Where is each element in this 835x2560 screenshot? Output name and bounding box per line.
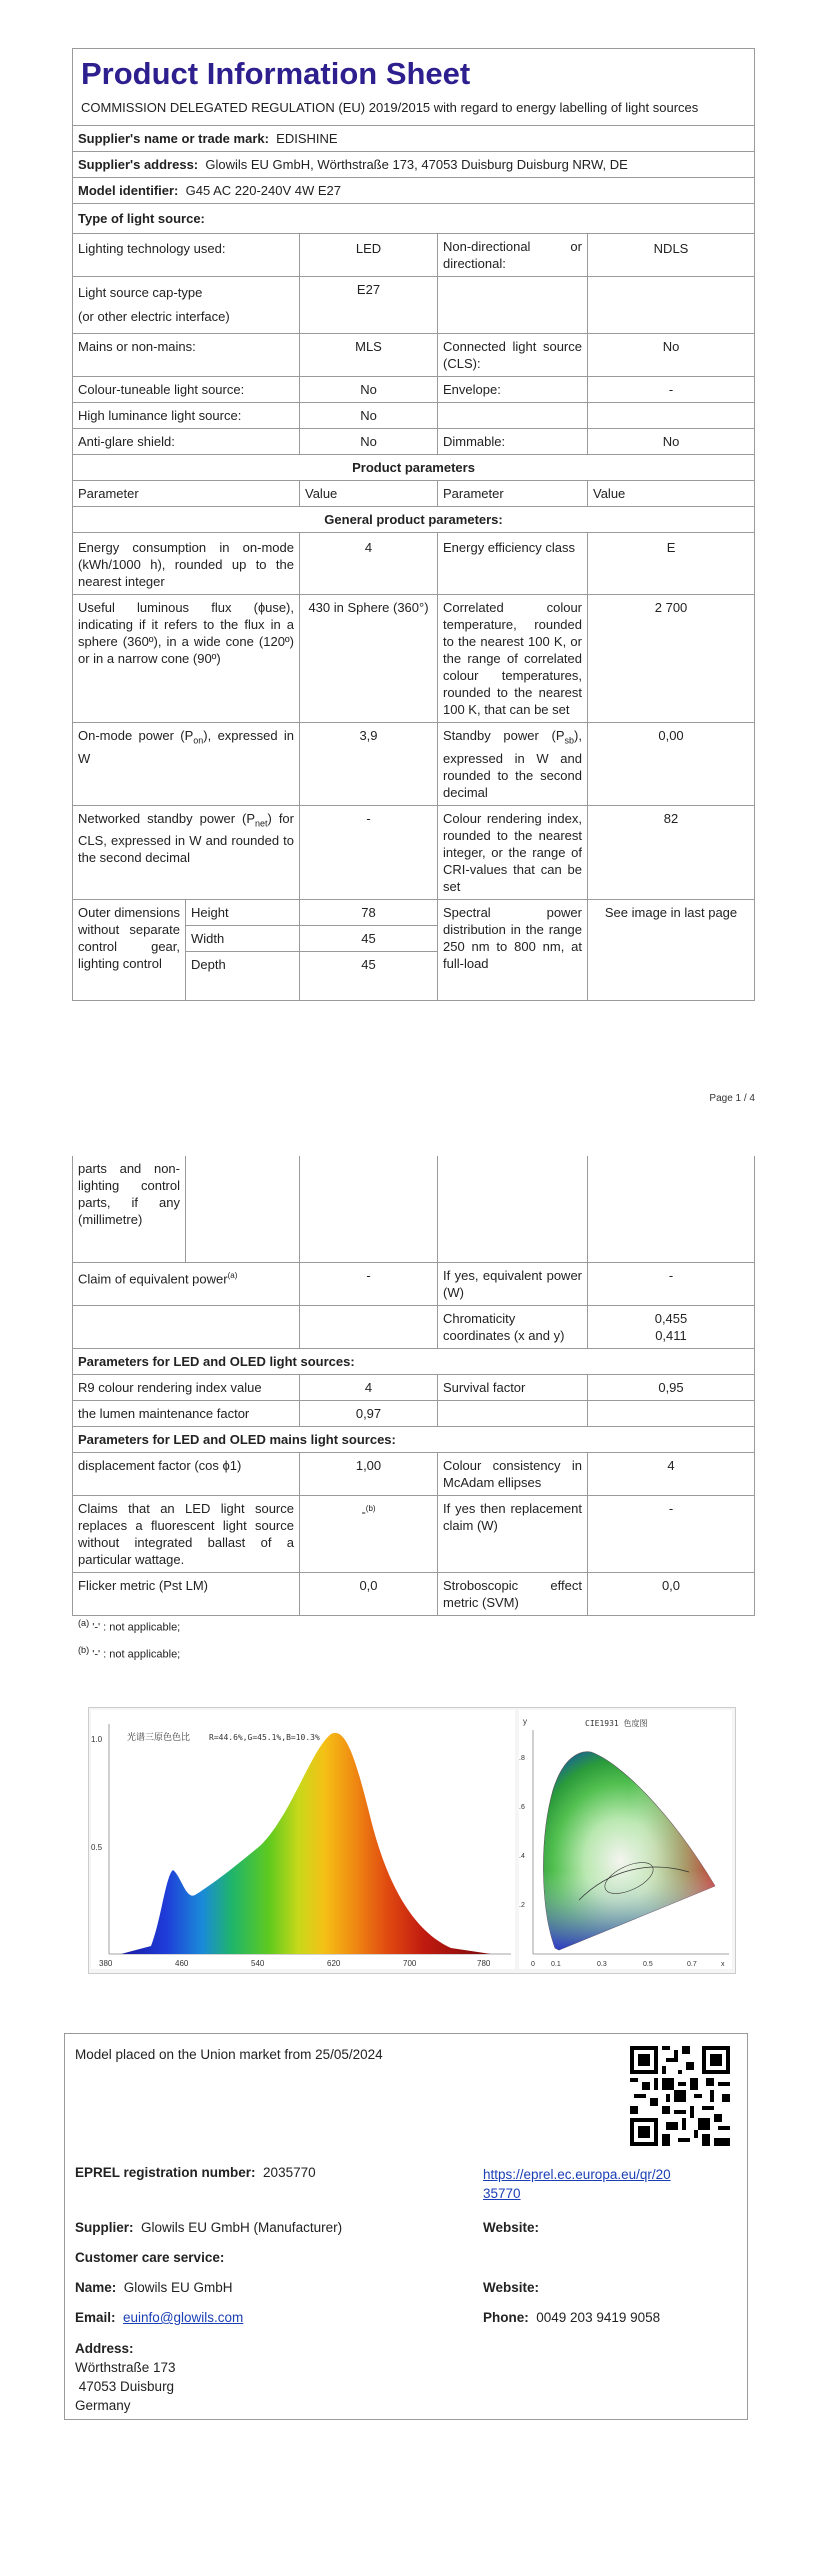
address-value: Glowils EU GmbH, Wörthstraße 173, 47053 Duisburg Duisburg NRW, DE [205,157,628,172]
on-mode-power-value: 3,9 [300,723,438,806]
chromaticity-x: 0,455 [654,1311,688,1326]
chromaticity-label: Chromaticity coordinates (x and y) [438,1306,588,1349]
cie-chromaticity-plot [519,1710,732,1969]
supplier-row [73,126,755,152]
footnote-a [78,1612,180,1639]
cie-y-label: y [523,1717,527,1726]
care-name [75,2280,233,2295]
params-heading: Product parameters [73,455,755,481]
luminous-flux-value: 430 in Sphere (360°) [300,595,438,723]
x-tick-label: 540 [251,1959,265,1968]
equivalent-power-value: - [588,1263,755,1306]
page-2 [72,1156,754,1616]
empty-cell [186,1156,300,1263]
x-tick-label: 700 [403,1959,417,1968]
energy-consumption-label: Energy consumption in on-mode (kWh/1000 h), rounded up to the nearest integer [73,533,300,595]
outer-dimensions-label: Outer dimensions without separate control gear, lighting control [73,899,186,1000]
survival-factor-label: Survival factor [438,1375,588,1401]
email-label: Email: [75,2310,116,2325]
address-label: Supplier's address: [78,157,199,172]
type-value: No [300,429,438,455]
energy-class-label: Energy efficiency class [438,533,588,595]
claims-value-text: - [361,1504,366,1520]
y-tick-label: 1.0 [91,1735,103,1744]
spd-value: See image in last page [588,899,755,1000]
type-label: Non-directional or directional: [438,234,588,277]
cie-y-tick: .6 [519,1804,525,1811]
height-label: Height [186,899,300,925]
depth-label: Depth [186,951,300,1000]
model-value: G45 AC 220-240V 4W E27 [185,183,341,198]
type-value: No [588,429,755,455]
width-value: 45 [300,925,438,951]
stroboscopic-value: 0,0 [588,1573,755,1616]
footnote-a-label: (a) [78,1618,90,1628]
type-value: MLS [300,334,438,377]
market-date: Model placed on the Union market from 25/05/2024 [75,2047,383,2062]
column-header: Parameter [438,481,588,507]
website-label: Website: [483,2220,540,2235]
eprel-link[interactable] [483,2167,671,2201]
cap-type-label: Light source cap-type [78,285,203,300]
equivalent-power-label: If yes, equivalent power (W) [438,1263,588,1306]
lumen-maintenance-value: 0,97 [300,1401,438,1427]
model-row [73,178,755,204]
eprel-link-block [483,2165,671,2203]
customer-care-label: Customer care service: [75,2250,225,2265]
type-label: Mains or non-mains: [73,334,300,377]
x-tick-label: 460 [175,1959,189,1968]
cie-blue-region [543,1752,715,1950]
column-header: Value [588,481,755,507]
footnote-b-label: (b) [78,1644,90,1655]
networked-standby-label: Networked standby power $(P_{net})$ for CLS, expressed in W and rounded to the second decimal [73,805,300,899]
cie-x-tick: 0 [531,1961,535,1968]
spd-label: Spectral power distribution in the range 250 nm to 800 nm, at full-load [438,899,588,1000]
flicker-label: Flicker metric (Pst LM) [73,1573,300,1616]
address-line: Wörthstraße 173 [75,2360,176,2375]
outer-dimensions-label-continued: parts and non-lighting control parts, if any (millimetre) [73,1156,186,1263]
column-header: Parameter [73,481,300,507]
spectrum-curve [121,1733,491,1954]
spectrum-svg [91,1710,515,1969]
r9-label: R9 colour rendering index value [73,1375,300,1401]
footnote-a-mark: (a) [227,1271,238,1280]
type-value: - [588,377,755,403]
type-label [438,403,588,429]
cie-title: CIE1931 色度图 [585,1719,648,1728]
care-email [75,2310,243,2325]
supplier-value: EDISHINE [276,131,338,146]
card-supplier-value: Glowils EU GmbH (Manufacturer) [141,2220,343,2235]
type-heading: Type of light source: [73,204,755,234]
eprel-card [64,2033,748,2420]
x-tick-label: 780 [477,1959,491,1968]
type-value [588,403,755,429]
address-label-card: Address: [75,2341,134,2356]
cct-value: 2 700 [588,595,755,723]
phone-label: Phone: [483,2310,529,2325]
type-value: No [300,403,438,429]
spectrum-title: 光谱三原色色比 [127,1733,191,1743]
x-tick-label: 620 [327,1959,341,1968]
empty-cell [300,1156,438,1263]
cie-x-tick: 0.1 [551,1961,561,1968]
regulation-subtitle: COMMISSION DELEGATED REGULATION (EU) 2019/2015 with regard to energy labelling of light sources [81,100,699,115]
type-value: No [588,334,755,377]
type-label [73,277,300,334]
mains-params-heading: Parameters for LED and OLED mains light sources: [73,1427,755,1453]
type-label: Envelope: [438,377,588,403]
column-header: Value [300,481,438,507]
cie-y-tick: .8 [519,1755,525,1762]
on-mode-power-label: On-mode power $(P_{on})$, expressed in W [73,723,300,806]
standby-power-value: 0,00 [588,723,755,806]
type-label: Dimmable: [438,429,588,455]
model-label: Model identifier: [78,183,179,198]
empty-cell [300,1306,438,1349]
eprel-link-line-1: https://eprel.ec.europa.eu/qr/20 [483,2167,671,2182]
cie-x-tick: 0.5 [643,1961,653,1968]
spectrum-image [88,1707,736,1974]
colour-consistency-label: Colour consistency in McAdam ellipses [438,1453,588,1496]
y-tick-label: 0.5 [91,1843,103,1852]
page-1 [72,48,754,1001]
networked-standby-value: - [300,805,438,899]
claim-equivalent-value: - [300,1263,438,1306]
phone-value: 0049 203 9419 9058 [536,2310,661,2325]
cie-x-tick: 0.3 [597,1961,607,1968]
energy-class-value: E [588,533,755,595]
eprel-label: EPREL registration number: [75,2165,256,2180]
flicker-value: 0,0 [300,1573,438,1616]
qr-code-icon[interactable] [630,2046,730,2146]
footnote-a-text: '-' : not applicable; [92,1621,181,1634]
cie-y-tick: .2 [519,1902,525,1909]
survival-factor-value: 0,95 [588,1375,755,1401]
type-value: E27 [300,277,438,334]
cri-value: 82 [588,805,755,899]
type-label: Anti-glare shield: [73,429,300,455]
eprel-number: 2035770 [263,2165,316,2180]
empty-cell [588,1401,755,1427]
height-value: 78 [300,899,438,925]
type-value: No [300,377,438,403]
footnotes [78,1612,180,1665]
supplier-info [75,2220,342,2235]
cri-label: Colour rendering index, rounded to the nearest integer, or the range of CRI-values that can be set [438,805,588,899]
claim-equivalent-text: Claim of equivalent power [78,1271,228,1287]
address-row [73,152,755,178]
empty-cell [438,1156,588,1263]
spectral-distribution-plot [91,1710,515,1969]
lumen-maintenance-label: the lumen maintenance factor [73,1401,300,1427]
care-address [75,2339,176,2415]
displacement-factor-value: 1,00 [300,1453,438,1496]
type-label: High luminance light source: [73,403,300,429]
empty-cell [73,1306,300,1349]
supplier-label: Supplier's name or trade mark: [78,131,269,146]
type-label [438,277,588,334]
cie-x-tick: 0.7 [687,1961,697,1968]
empty-cell [588,1156,755,1263]
info-table-continued [72,1156,755,1616]
replacement-claim-value: - [588,1496,755,1573]
width-label: Width [186,925,300,951]
displacement-factor-label: displacement factor (cos ϕ1) [73,1453,300,1496]
empty-cell [438,1401,588,1427]
general-heading: General product parameters: [73,507,755,533]
address-line: Germany [75,2398,131,2413]
address-line: 47053 Duisburg [75,2379,175,2394]
page-number: Page 1 / 4 [709,1093,755,1104]
colour-consistency-value: 4 [588,1453,755,1496]
care-name-value: Glowils EU GmbH [123,2280,233,2295]
standby-power-label: Standby power $(P_{sb})$, expressed in W and rounded to the second decimal [438,723,588,806]
x-tick-label: 380 [99,1959,113,1968]
cie-svg [519,1710,732,1969]
stroboscopic-label: Stroboscopic effect metric (SVM) [438,1573,588,1616]
footnote-b-mark: (b) [365,1504,376,1513]
eprel-registration [75,2165,316,2180]
cap-type-sublabel: (or other electric interface) [78,309,230,324]
care-name-label: Name: [75,2280,117,2295]
cct-label: Correlated colour temperature, rounded to the nearest 100 K, or the range of correlated colour temperatures, rounded to the nearest 100 K, that can be set [438,595,588,723]
chromaticity-value [588,1306,755,1349]
claims-fluorescent-value [300,1496,438,1573]
r9-value: 4 [300,1375,438,1401]
care-website-label: Website: [483,2280,540,2295]
energy-consumption-value: 4 [300,533,438,595]
card-supplier-label: Supplier: [75,2220,134,2235]
depth-value: 45 [300,951,438,1000]
led-params-heading: Parameters for LED and OLED light sources: [73,1349,755,1375]
footnote-b-text: '-' : not applicable; [92,1648,181,1661]
claim-equivalent-label [73,1263,300,1306]
page-title: Product Information Sheet [81,56,471,91]
type-value: NDLS [588,234,755,277]
type-label: Connected light source (CLS): [438,334,588,377]
type-value: LED [300,234,438,277]
email-link[interactable]: euinfo@glowils.com [123,2310,244,2325]
care-phone [483,2310,660,2325]
footnote-b [78,1639,180,1666]
type-label: Lighting technology used: [73,234,300,277]
cie-y-tick: .4 [519,1853,525,1860]
cie-x-label: x [721,1961,725,1968]
info-table [72,48,755,1001]
chromaticity-y: 0,411 [655,1328,687,1343]
replacement-claim-label: If yes then replacement claim (W) [438,1496,588,1573]
type-value [588,277,755,334]
spectrum-ratio: R=44.6%,G=45.1%,B=10.3% [209,1733,320,1742]
type-label: Colour-tuneable light source: [73,377,300,403]
eprel-link-line-2: 35770 [483,2186,521,2201]
luminous-flux-label: Useful luminous flux (ɸuse), indicating if it refers to the flux in a sphere (360º), in a wide cone (120º) or in a narrow cone (90º) [73,595,300,723]
claims-fluorescent-label: Claims that an LED light source replaces a fluorescent light source without integrated ballast of a particular wattage. [73,1496,300,1573]
